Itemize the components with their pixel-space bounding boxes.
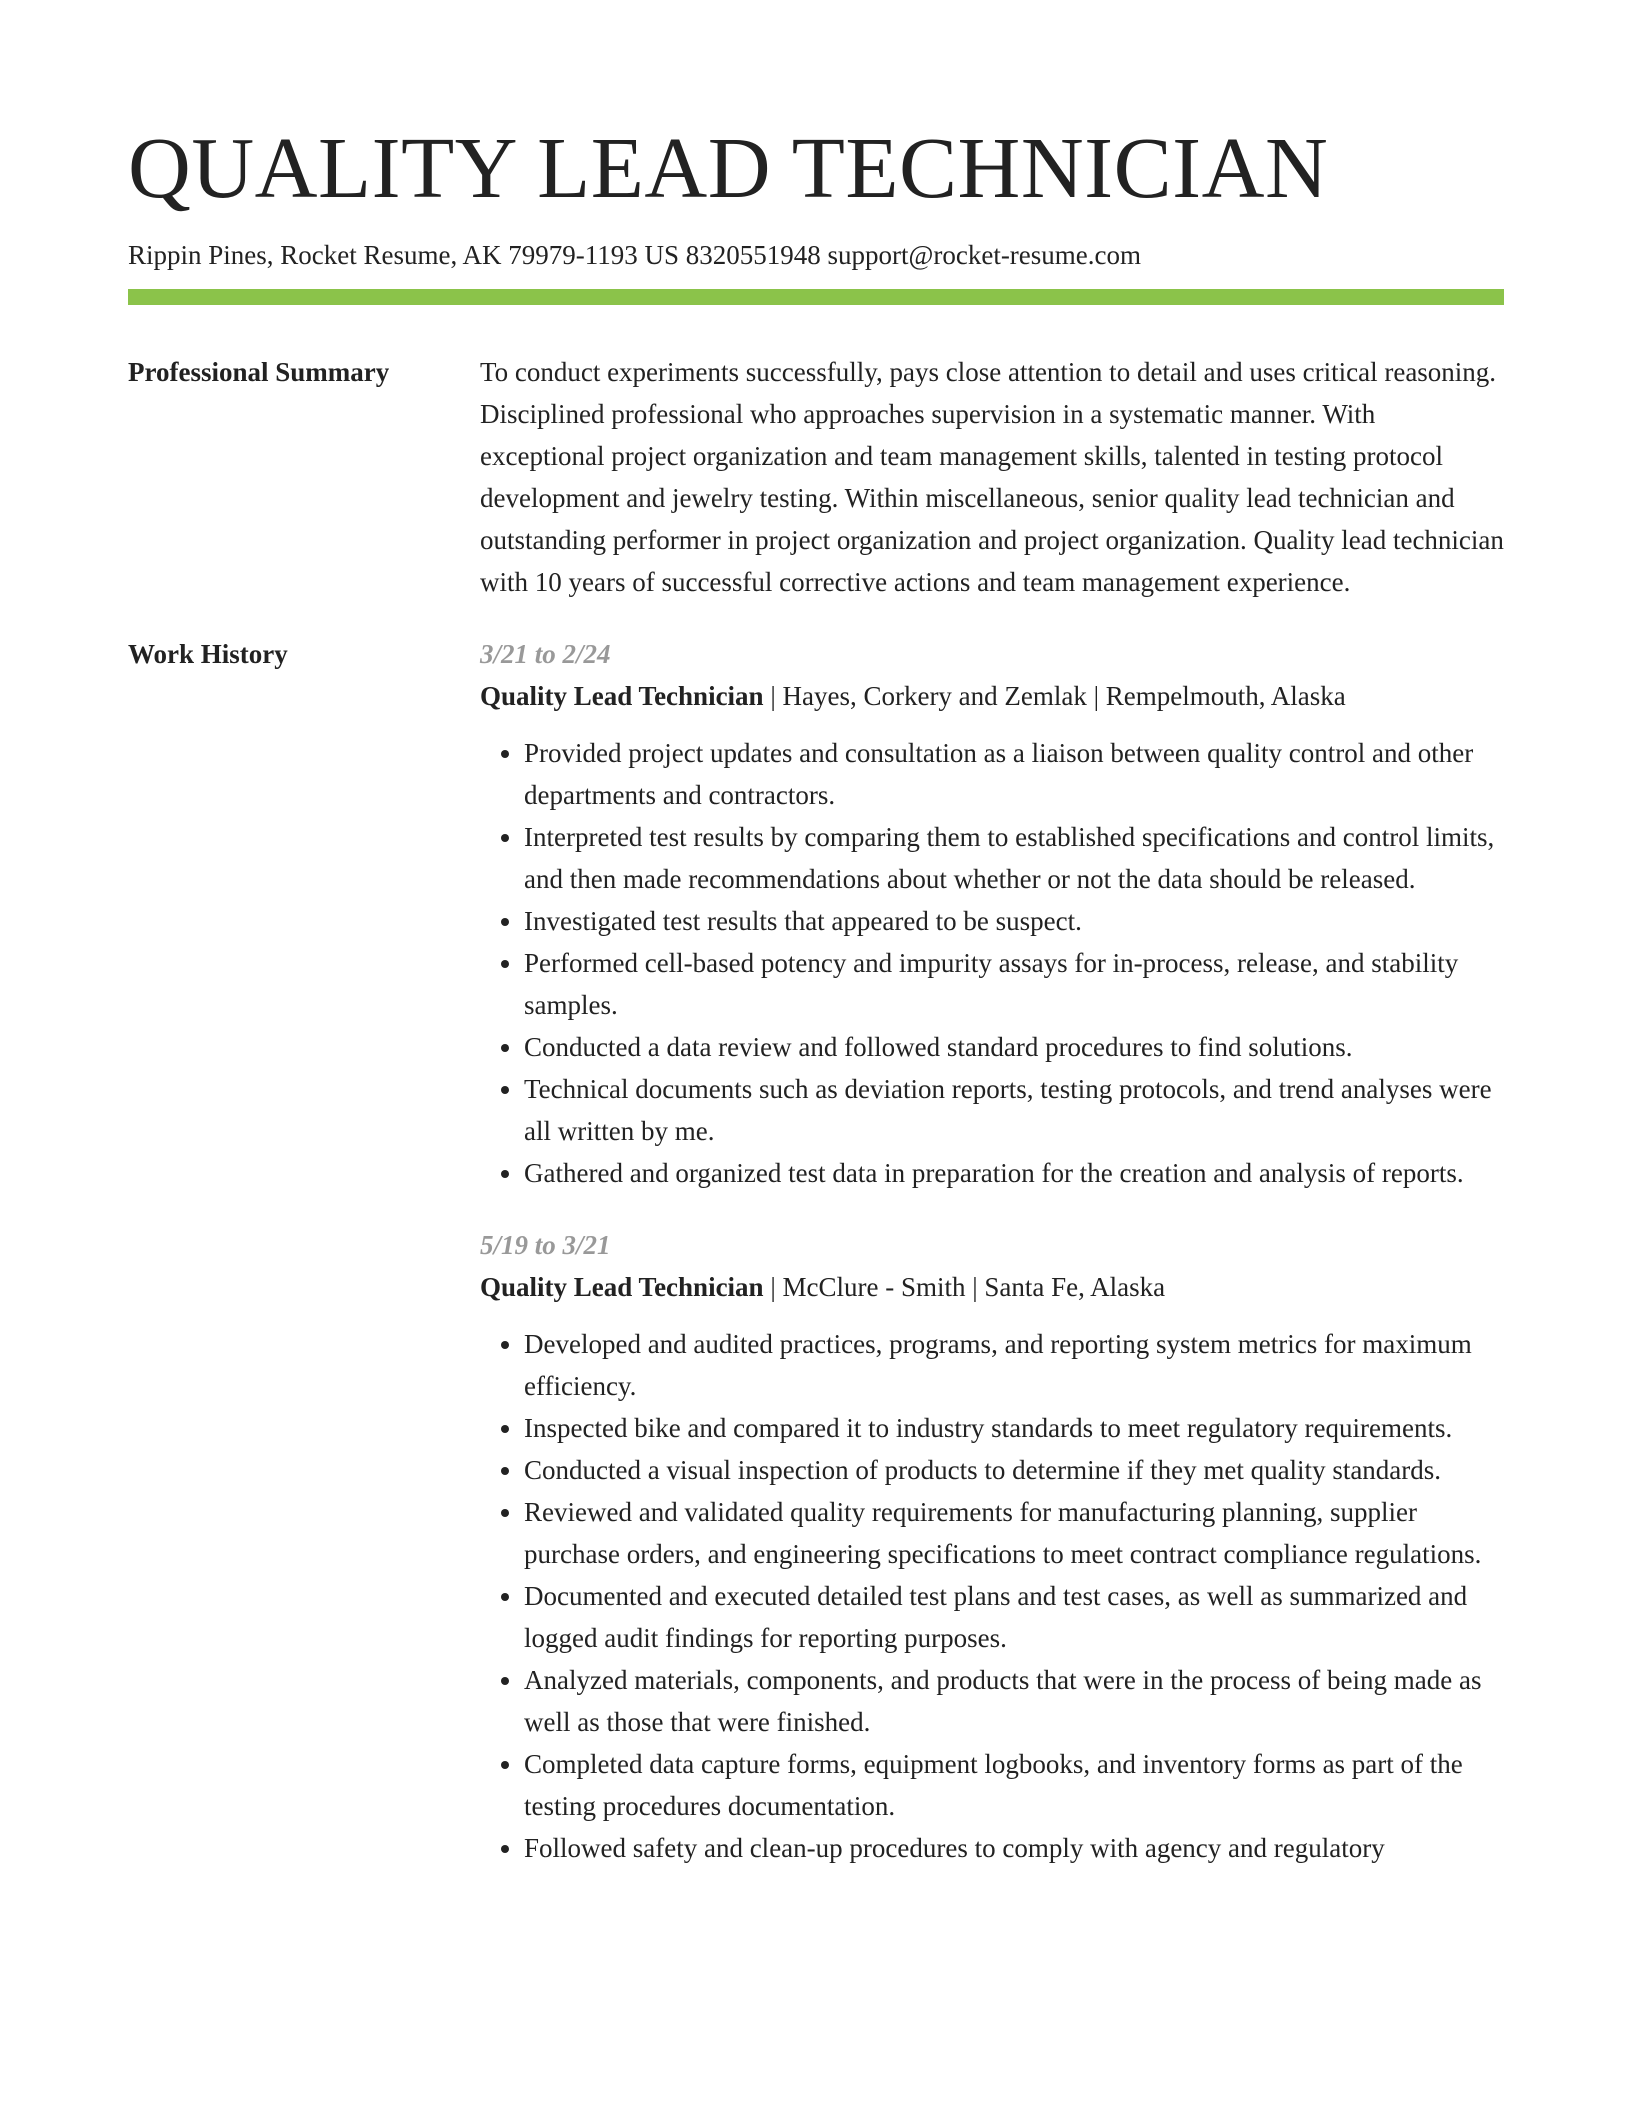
resume-name: QUALITY LEAD TECHNICIAN: [128, 119, 1329, 216]
summary-text: To conduct experiments successfully, pays close attention to detail and uses critical reasoning. Disciplined professional who approaches supervision in a systematic manner. With exceptional project organization and team management skills, talented in testing protocol development and jewelry testing. Within miscellaneous, senior quality lead technician and outstanding performer in project organization and project organization. Quality lead technician with 10 years of successful corrective actions and team management experience.: [480, 357, 1504, 597]
job-entry: [480, 1224, 1504, 1869]
job-details: | McClure - Smith | Santa Fe, Alaska: [763, 1272, 1166, 1302]
job-title: Quality Lead Technician: [480, 1272, 764, 1302]
job-bullet: • Investigated test results that appeared to be suspect.: [524, 900, 1504, 942]
job-heading: [480, 1266, 1504, 1308]
job-entry: [480, 633, 1504, 1194]
job-bullet: • Completed data capture forms, equipment logbooks, and inventory forms as part of the testing procedures documentation.: [524, 1743, 1504, 1827]
job-bullet: • Performed cell-based potency and impurity assays for in-process, release, and stability samples.: [524, 942, 1504, 1026]
section-title-summary: Professional Summary: [128, 357, 390, 387]
summary-body: [480, 357, 1504, 603]
job-dates: 3/21 to 2/24: [480, 639, 611, 669]
contact-info: Rippin Pines, Rocket Resume, AK 79979-1193 US 8320551948 support@rocket-resume.com: [128, 240, 1142, 270]
job-bullet: • Reviewed and validated quality requirements for manufacturing planning, supplier purchase orders, and engineering specifications to meet contract compliance regulations.: [524, 1491, 1504, 1575]
job-title: Quality Lead Technician: [480, 681, 764, 711]
job-bullet: • Interpreted test results by comparing them to established specifications and control limits, and then made recommendations about whether or not the data should be released.: [524, 816, 1504, 900]
resume-page: [128, 0, 1504, 1869]
job-bullet: • Analyzed materials, components, and products that were in the process of being made as well as those that were finished.: [524, 1659, 1504, 1743]
accent-divider: [128, 289, 1504, 305]
job-details: | Hayes, Corkery and Zemlak | Rempelmouth, Alaska: [763, 681, 1346, 711]
job-bullet: • Technical documents such as deviation reports, testing protocols, and trend analyses were all written by me.: [524, 1068, 1504, 1152]
job-bullets: [480, 732, 1504, 1194]
section-title-work: Work History: [128, 639, 288, 669]
job-bullet: • Conducted a visual inspection of products to determine if they met quality standards.: [524, 1449, 1504, 1491]
job-bullet: • Provided project updates and consultation as a liaison between quality control and other departments and contractors.: [524, 732, 1504, 816]
job-bullet: • Documented and executed detailed test plans and test cases, as well as summarized and logged audit findings for reporting purposes.: [524, 1575, 1504, 1659]
work-history-body: [480, 639, 1504, 1869]
job-bullets: [480, 1323, 1504, 1869]
job-bullet: • Conducted a data review and followed standard procedures to find solutions.: [524, 1026, 1504, 1068]
professional-summary-section: [128, 357, 1504, 603]
job-bullet: • Gathered and organized test data in preparation for the creation and analysis of reports.: [524, 1152, 1504, 1194]
job-heading: [480, 675, 1504, 717]
job-bullet: • Inspected bike and compared it to industry standards to meet regulatory requirements.: [524, 1407, 1504, 1449]
work-history-section: [128, 639, 1504, 1869]
job-bullet: • Developed and audited practices, programs, and reporting system metrics for maximum efficiency.: [524, 1323, 1504, 1407]
job-dates: 5/19 to 3/21: [480, 1230, 611, 1260]
job-bullet: • Followed safety and clean-up procedures to comply with agency and regulatory: [524, 1827, 1504, 1869]
